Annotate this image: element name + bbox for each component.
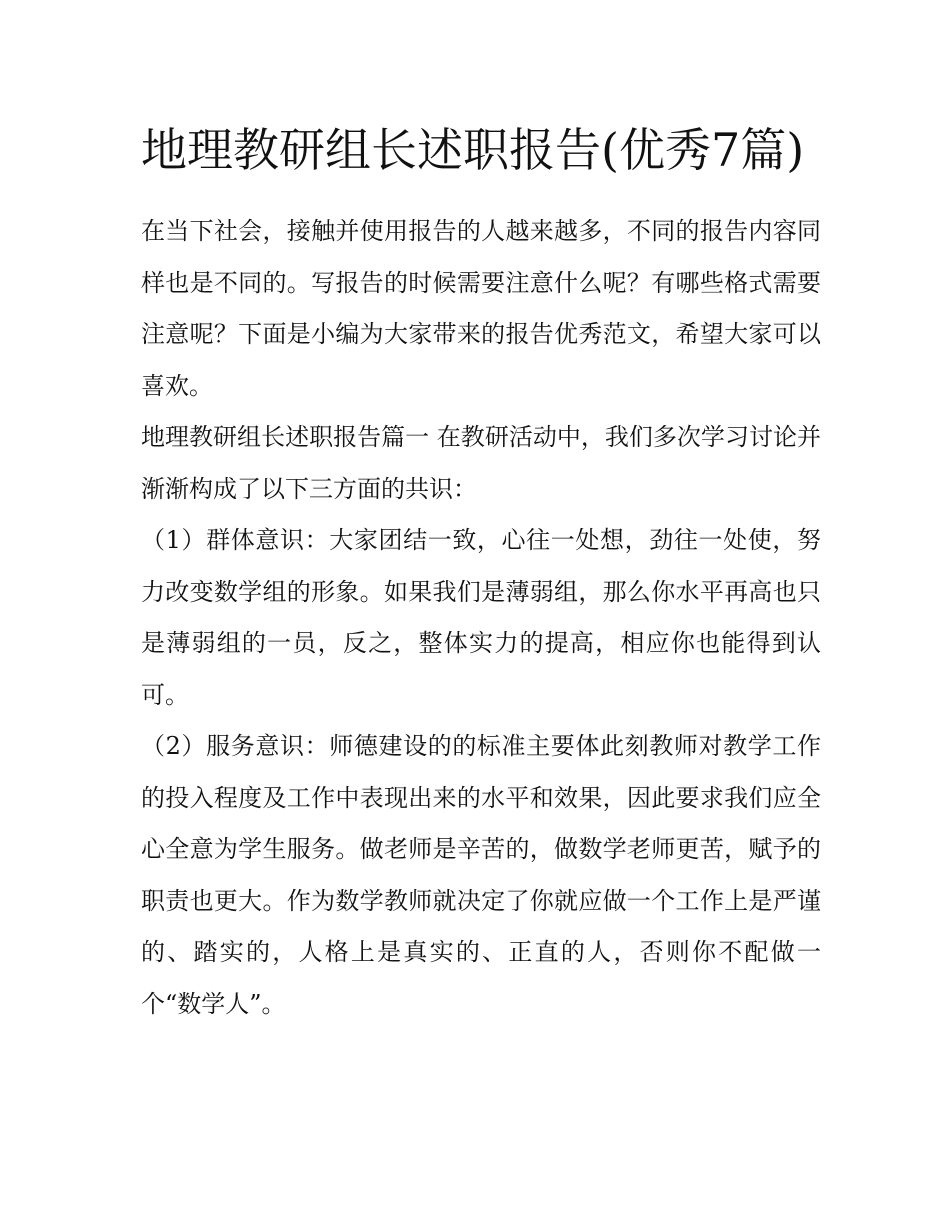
document-body [141, 112, 821, 1030]
document-title: 地理教研组长述职报告(优秀7篇) [141, 123, 805, 177]
paragraph-group-awareness: （1）群体意识：大家团结一致，心往一处想，劲往一处使，努力改变数学组的形象。如果我们是薄弱组，那么你水平再高也只是薄弱组的一员，反之，整体实力的提高，相应你也能得到认可。 [141, 526, 821, 709]
paragraph-section-one: 地理教研组长述职报告篇一 在教研活动中，我们多次学习讨论并渐渐构成了以下三方面的共识： [141, 423, 821, 503]
paragraph-intro: 在当下社会，接触并使用报告的人越来越多，不同的报告内容同样也是不同的。写报告的时候需要注意什么呢？有哪些格式需要注意呢？下面是小编为大家带来的报告优秀范文，希望大家可以喜欢。 [141, 217, 821, 400]
paragraph-service-awareness: （2）服务意识：师德建设的的标准主要体此刻教师对教学工作的投入程度及工作中表现出来的水平和效果，因此要求我们应全心全意为学生服务。做老师是辛苦的，做数学老师更苦，赋予的职责也更大。作为数学教师就决定了你就应做一个工作上是严谨的、踏实的，人格上是真实的、正直的人，否则你不配做一个“数学人”。 [141, 732, 821, 1018]
